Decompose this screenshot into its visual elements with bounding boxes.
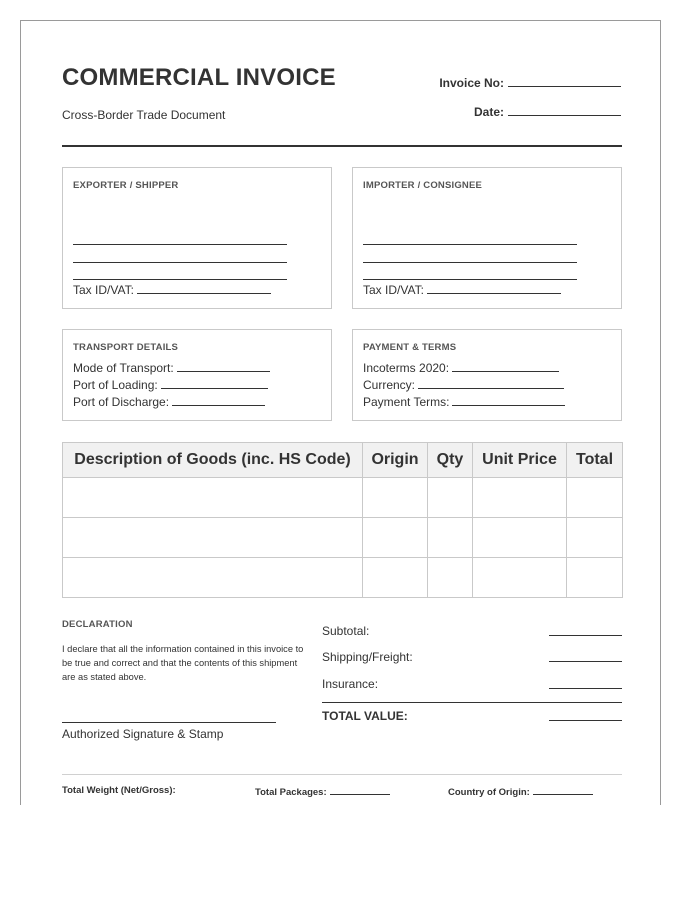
mode-of-transport-field[interactable] [73, 360, 270, 375]
goods-table [62, 442, 623, 598]
date-field[interactable] [474, 103, 621, 119]
exporter-tax-field[interactable] [73, 282, 271, 297]
total-weight-label: Total Weight (Net/Gross): [62, 785, 176, 796]
shipping-label: Shipping/Freight: [322, 650, 413, 664]
column-header-total: Total [567, 443, 623, 478]
total-value-label: TOTAL VALUE: [322, 709, 408, 723]
table-cell[interactable] [363, 518, 428, 558]
exporter-line-3[interactable] [73, 279, 287, 280]
transport-title: TRANSPORT DETAILS [73, 342, 179, 353]
table-cell[interactable] [473, 558, 567, 598]
table-row [63, 518, 623, 558]
exporter-box [62, 167, 332, 309]
table-cell[interactable] [363, 478, 428, 518]
importer-line-1[interactable] [363, 244, 577, 245]
port-of-discharge-label: Port of Discharge: [73, 395, 170, 409]
table-cell[interactable] [567, 518, 623, 558]
header-divider [62, 145, 622, 147]
column-header-unit-price: Unit Price [473, 443, 567, 478]
insurance-label: Insurance: [322, 677, 379, 691]
payment-title: PAYMENT & TERMS [363, 342, 457, 353]
mode-of-transport-label: Mode of Transport: [73, 361, 174, 375]
total-value-blank[interactable] [549, 720, 622, 721]
table-cell[interactable] [428, 558, 473, 598]
currency-blank[interactable] [418, 377, 564, 389]
date-label: Date: [473, 105, 504, 119]
importer-line-3[interactable] [363, 279, 577, 280]
importer-tax-blank[interactable] [427, 282, 561, 294]
incoterms-blank[interactable] [452, 360, 559, 372]
port-of-discharge-field[interactable] [73, 394, 265, 409]
mode-of-transport-blank[interactable] [177, 360, 270, 372]
goods-table-header-row [63, 443, 623, 478]
table-row [63, 558, 623, 598]
column-header-qty: Qty [428, 443, 473, 478]
declaration-title: DECLARATION [62, 619, 133, 630]
payment-terms-blank[interactable] [452, 394, 565, 406]
total-weight-field[interactable] [62, 785, 176, 796]
importer-box [352, 167, 622, 309]
currency-field[interactable] [363, 377, 564, 392]
table-cell[interactable] [63, 518, 363, 558]
country-of-origin-blank[interactable] [533, 785, 593, 795]
invoice-number-blank[interactable] [508, 74, 621, 87]
table-cell[interactable] [473, 478, 567, 518]
shipping-blank[interactable] [549, 661, 622, 662]
transport-box [62, 329, 332, 421]
document-subtitle: Cross-Border Trade Document [62, 108, 226, 122]
payment-terms-label: Payment Terms: [363, 395, 450, 409]
table-row [63, 478, 623, 518]
importer-line-2[interactable] [363, 262, 577, 263]
table-cell[interactable] [428, 518, 473, 558]
importer-title: IMPORTER / CONSIGNEE [363, 180, 483, 191]
incoterms-label: Incoterms 2020: [363, 361, 450, 375]
exporter-tax-label: Tax ID/VAT: [73, 283, 134, 297]
total-packages-label: Total Packages: [255, 787, 327, 798]
invoice-number-field[interactable] [439, 74, 621, 90]
exporter-line-2[interactable] [73, 262, 287, 263]
column-header-description: Description of Goods (inc. HS Code) [63, 443, 363, 478]
signature-line[interactable] [62, 722, 276, 723]
document-title: COMMERCIAL INVOICE [62, 64, 336, 91]
currency-label: Currency: [363, 378, 416, 392]
country-of-origin-label: Country of Origin: [448, 787, 530, 798]
payment-box [352, 329, 622, 421]
port-of-loading-field[interactable] [73, 377, 268, 392]
port-of-loading-blank[interactable] [161, 377, 268, 389]
table-cell[interactable] [363, 558, 428, 598]
invoice-number-label: Invoice No: [439, 76, 504, 90]
port-of-loading-label: Port of Loading: [73, 378, 158, 392]
total-packages-blank[interactable] [330, 785, 390, 795]
subtotal-blank[interactable] [549, 635, 622, 636]
column-header-origin: Origin [363, 443, 428, 478]
importer-tax-label: Tax ID/VAT: [363, 283, 424, 297]
importer-tax-field[interactable] [363, 282, 561, 297]
table-cell[interactable] [567, 558, 623, 598]
table-cell[interactable] [473, 518, 567, 558]
footer-divider [62, 774, 622, 775]
totals-divider [322, 702, 622, 703]
subtotal-label: Subtotal: [322, 624, 370, 638]
declaration-text: I declare that all the information contained in this invoice to be true and correct and that the contents of this shipment are as stated above. [62, 644, 304, 682]
table-cell[interactable] [63, 558, 363, 598]
total-packages-field[interactable] [255, 785, 390, 798]
date-blank[interactable] [508, 103, 621, 116]
payment-terms-field[interactable] [363, 394, 565, 409]
signature-label: Authorized Signature & Stamp [62, 727, 224, 741]
table-cell[interactable] [567, 478, 623, 518]
exporter-line-1[interactable] [73, 244, 287, 245]
invoice-page [20, 20, 661, 805]
table-cell[interactable] [63, 478, 363, 518]
exporter-title: EXPORTER / SHIPPER [73, 180, 179, 191]
incoterms-field[interactable] [363, 360, 559, 375]
country-of-origin-field[interactable] [448, 785, 593, 798]
port-of-discharge-blank[interactable] [172, 394, 265, 406]
insurance-blank[interactable] [549, 688, 622, 689]
table-cell[interactable] [428, 478, 473, 518]
exporter-tax-blank[interactable] [137, 282, 271, 294]
